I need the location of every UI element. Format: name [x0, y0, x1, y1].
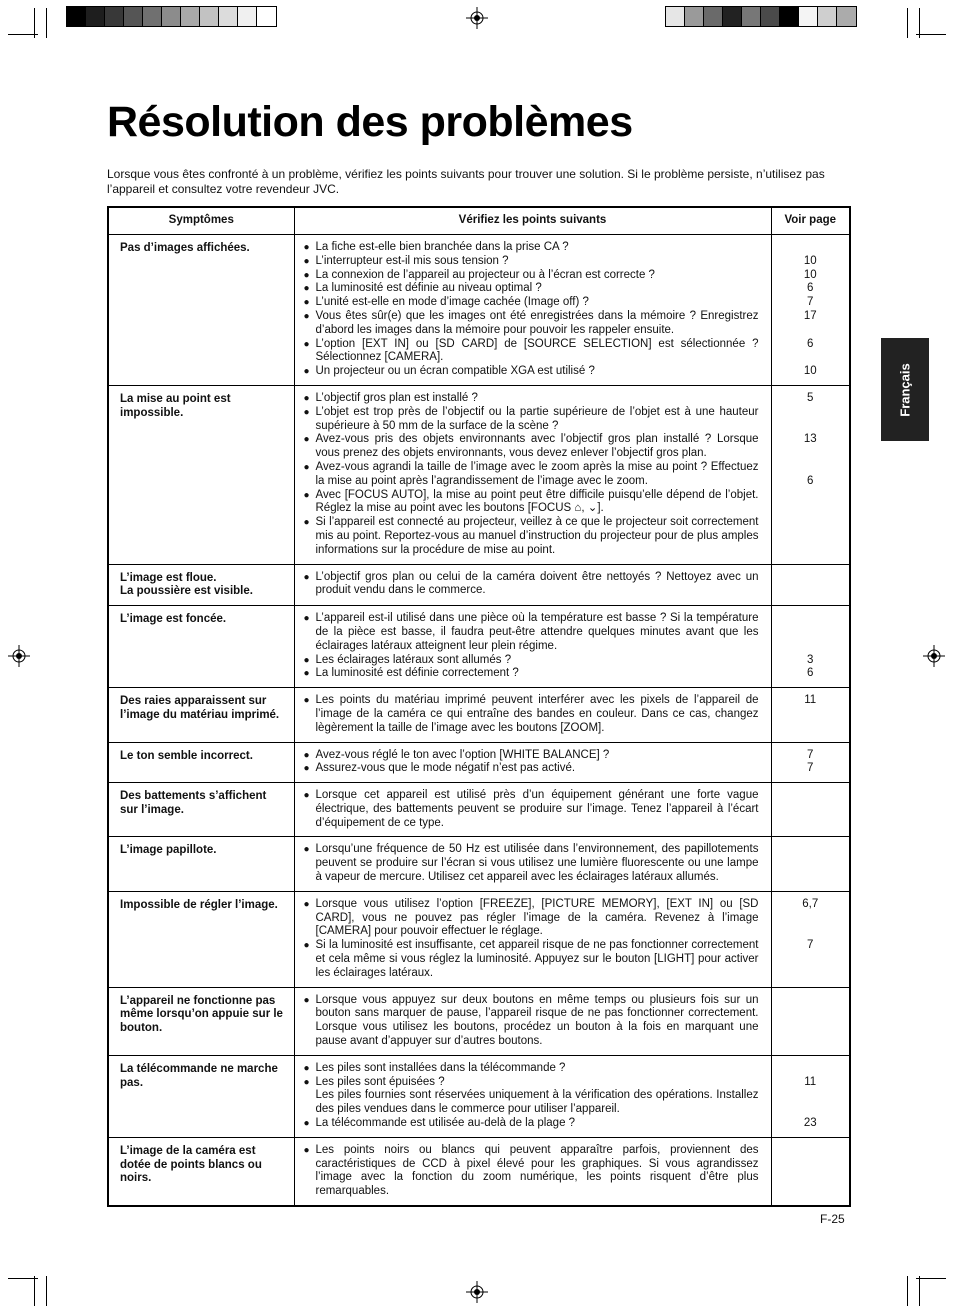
symptom-cell: La télécommande ne marche pas.	[108, 1055, 294, 1137]
language-tab	[881, 338, 929, 441]
symptom-cell: Des raies apparaissent sur l’image du matériau imprimé.	[108, 688, 294, 742]
check-item	[304, 654, 759, 668]
symptom-cell: La mise au point est impossible.	[108, 385, 294, 564]
bullet-icon: ●	[303, 406, 310, 418]
checks-cell	[294, 891, 771, 987]
bullet-icon: ●	[303, 790, 310, 802]
page-ref: 11	[804, 1075, 817, 1088]
page-ref: 6	[807, 337, 814, 350]
page-ref: 11	[804, 694, 817, 707]
bullet-icon: ●	[303, 269, 310, 281]
check-text: Vous êtes sûr(e) que les images ont été enregistrées dans la mémoire ? Enregistrez d’abord les images dans la mémoire pour pouvoir les rappeler ensuite.	[315, 309, 759, 336]
crop-mark	[919, 1276, 920, 1306]
page-cell	[771, 385, 850, 564]
check-item	[304, 1117, 759, 1131]
page-ref	[776, 447, 846, 461]
check-item	[304, 939, 759, 980]
bullet-icon: ●	[303, 461, 310, 473]
checks-cell	[294, 235, 771, 386]
symptom-cell: L’image de la caméra est dotée de points blancs ou noirs.	[108, 1137, 294, 1206]
crop-mark	[916, 34, 946, 35]
bullet-icon: ●	[303, 310, 310, 322]
page-ref: 10	[803, 254, 817, 267]
check-item	[304, 489, 759, 517]
registration-mark-icon	[8, 645, 30, 667]
page-ref: 7	[807, 748, 814, 761]
check-item	[304, 1144, 759, 1199]
check-text: La luminosité est définie correctement ?	[315, 667, 519, 680]
table-row	[108, 837, 850, 891]
page-number: F-25	[820, 1212, 845, 1226]
bullet-icon: ●	[303, 654, 310, 666]
check-item	[304, 667, 759, 681]
table-row	[108, 1137, 850, 1206]
check-text: Assurez-vous que le mode négatif n’est pas activé.	[315, 762, 576, 775]
bullet-icon: ●	[303, 844, 310, 856]
page-ref	[776, 1089, 846, 1103]
bullet-icon: ●	[303, 994, 310, 1006]
check-item	[304, 898, 759, 939]
page-cell	[771, 837, 850, 891]
check-item	[304, 1076, 759, 1117]
crop-mark	[8, 34, 38, 35]
calibration-bar-right	[665, 6, 857, 27]
check-text: Avez-vous agrandi la taille de l’image avec le zoom après la mise au point ? Effectuez la mise au point après l’agrandissement de l’image avec le zoom.	[315, 460, 759, 487]
check-item	[304, 296, 759, 310]
bullet-icon: ●	[303, 1062, 310, 1074]
check-text: Lorsqu’une fréquence de 50 Hz est utilisée dans l’environnement, des papillotements peuvent se produire sur l’écran si vous utilisez une lumière fluorescente ou une lampe à vapeur de mercure. Utilisez cet appareil avec les éclairages latéraux allumés.	[315, 843, 759, 884]
page-ref: 3	[807, 653, 814, 666]
page-ref: 7	[807, 939, 814, 952]
bullet-icon: ●	[303, 1076, 310, 1088]
page-ref: 7	[807, 762, 814, 775]
bullet-icon: ●	[303, 242, 310, 253]
page-ref: 6	[807, 282, 814, 295]
crop-mark	[46, 8, 47, 38]
table-row	[108, 783, 850, 837]
page-cell	[771, 1137, 850, 1206]
checks-cell	[294, 1137, 771, 1206]
page-ref: 6,7	[802, 897, 819, 910]
table-row	[108, 1055, 850, 1137]
check-item	[304, 461, 759, 489]
check-item	[304, 392, 759, 406]
page-ref	[776, 1103, 846, 1117]
bullet-icon: ●	[303, 749, 310, 761]
bullet-icon: ●	[303, 366, 310, 378]
page-ref	[776, 912, 846, 926]
table-row	[108, 606, 850, 688]
check-text: Si la luminosité est insuffisante, cet appareil risque de ne pas fonctionner correctement et cela même si vous réglez la luminosité. Appuyez sur le bouton [LIGHT] pour activer les éclairages latéraux.	[315, 939, 759, 979]
check-item	[304, 516, 759, 557]
table-row	[108, 235, 850, 386]
check-text: La luminosité est définie au niveau optimal ?	[315, 282, 542, 295]
page-ref: 10	[803, 268, 817, 281]
check-item	[304, 571, 759, 599]
check-text: Avez-vous pris des objets environnants avec l’objectif gros plan installé ? Lorsque vous prenez des objets environnants, vous devez enlever l’objectif gros plan.	[315, 433, 759, 460]
check-text: L’objectif gros plan ou celui de la caméra doivent être nettoyés ? Nettoyez avec un produit vendu dans le commerce.	[315, 570, 759, 597]
language-tab-label: Français	[897, 362, 913, 417]
page-cell	[771, 1055, 850, 1137]
header-symptoms: Symptômes	[108, 207, 294, 235]
checks-cell	[294, 742, 771, 783]
check-text: L’appareil est-il utilisé dans une pièce où la température est basse ? Si la température de la pièce est basse, il faudra peut-être attendre quelques minutes avant que les éclairages latéraux atteignent leur plein régime.	[315, 612, 759, 652]
check-item	[304, 994, 759, 1049]
table-header-row	[108, 207, 850, 235]
check-text: L’option [EXT IN] ou [SD CARD] de [SOURCE SELECTION] est sélectionnée ? Sélectionnez [CAMERA].	[315, 337, 759, 364]
table-row	[108, 385, 850, 564]
check-text: La connexion de l’appareil au projecteur ou à l’écran est correcte ?	[315, 268, 655, 281]
bullet-icon: ●	[303, 297, 310, 309]
check-item	[304, 338, 759, 366]
checks-cell	[294, 987, 771, 1055]
bullet-icon: ●	[303, 695, 310, 707]
page-ref: 13	[803, 433, 817, 446]
bullet-icon: ●	[303, 571, 310, 583]
check-text: Avec [FOCUS AUTO], la mise au point peut être difficile puisqu’elle dépend de l’objet. Réglez la mise au point avec les boutons [FOCUS ⌂, ⌄].	[315, 488, 759, 515]
page-ref: 6	[807, 667, 814, 680]
check-item	[304, 255, 759, 269]
page-cell	[771, 564, 850, 606]
page-ref: 10	[803, 365, 817, 378]
intro-paragraph: Lorsque vous êtes confronté à un problème, vérifiez les points suivants pour trouver une solution. Si le problème persiste, n’utilisez pas l’appareil et consultez votre revendeur JVC.	[107, 167, 825, 196]
page-cell	[771, 742, 850, 783]
check-text: Si l’appareil est connecté au projecteur, veillez à ce que le projecteur soit correctement mis au point. Reportez-vous au manuel d’instruction du projecteur pour de plus amples informations sur la procédure de mise au point.	[315, 516, 759, 556]
check-item	[304, 612, 759, 653]
checks-cell	[294, 837, 771, 891]
checks-cell	[294, 783, 771, 837]
page-ref	[776, 612, 846, 626]
bullet-icon: ●	[303, 489, 310, 501]
page-cell	[771, 688, 850, 742]
bullet-icon: ●	[303, 668, 310, 680]
crop-mark	[907, 1276, 908, 1306]
check-text: L’interrupteur est-il mis sous tension ?	[315, 254, 509, 267]
page-ref	[776, 241, 846, 255]
page-ref	[776, 640, 846, 654]
check-text: Les piles sont installées dans la télécommande ?	[315, 1061, 566, 1074]
page-ref: 23	[803, 1117, 817, 1130]
page-ref: 5	[807, 391, 814, 404]
symptom-cell: Impossible de régler l’image.	[108, 891, 294, 987]
calibration-bar-left	[66, 6, 277, 27]
check-text: L’objectif gros plan est installé ?	[315, 391, 478, 404]
check-item	[304, 433, 759, 461]
check-item	[304, 762, 759, 776]
page-ref: 7	[807, 296, 814, 309]
page-ref	[776, 626, 846, 640]
crop-mark	[916, 1278, 946, 1279]
page-ref	[776, 925, 846, 939]
symptom-cell: L’image est foncée.	[108, 606, 294, 688]
check-item	[304, 406, 759, 434]
page-ref: 17	[803, 309, 817, 322]
registration-mark-icon	[466, 7, 488, 29]
check-item	[304, 365, 759, 379]
symptom-cell: L’image papillote.	[108, 837, 294, 891]
bullet-icon: ●	[303, 434, 310, 446]
header-checks: Vérifiez les points suivants	[294, 207, 771, 235]
check-text: Un projecteur ou un écran compatible XGA est utilisé ?	[315, 365, 595, 378]
symptom-cell: L’image est floue. La poussière est visible.	[108, 564, 294, 606]
page-ref	[776, 420, 846, 434]
registration-mark-icon	[466, 1281, 488, 1303]
check-item	[304, 843, 759, 884]
bullet-icon: ●	[303, 613, 310, 625]
symptom-cell: Pas d’images affichées.	[108, 235, 294, 386]
bullet-icon: ●	[303, 1118, 310, 1130]
check-text: La fiche est-elle bien branchée dans la prise CA ?	[315, 241, 569, 253]
table-row	[108, 742, 850, 783]
page-cell	[771, 987, 850, 1055]
check-item	[304, 269, 759, 283]
check-item	[304, 310, 759, 338]
table-row	[108, 564, 850, 606]
checks-cell	[294, 606, 771, 688]
check-text: Lorsque vous utilisez l’option [FREEZE], [PICTURE MEMORY], [EXT IN] ou [SD CARD], vous ne pouvez pas régler l’image de la caméra. Revenez à l’image [CAMERA] pour pouvoir effectuer le réglage.	[315, 897, 759, 938]
check-text: Lorsque cet appareil est utilisé près d’un équipement générant une forte vague électrique, des battements peuvent se produire sur l’image. Tenez l’appareil à l’écart d’équipement de ce type.	[315, 789, 759, 829]
check-text: Les points du matériau imprimé peuvent interférer avec les pixels de l’appareil de l’image de la caméra ce qui entraîne des bandes en couleur. Dans ce cas, changez lègèrement la taille de l’image avec les boutons [ZOOM].	[315, 694, 759, 734]
checks-cell	[294, 688, 771, 742]
check-item	[304, 241, 759, 255]
bullet-icon: ●	[303, 898, 310, 910]
check-text: L’objet est trop près de l’objectif ou la partie supérieure de l’objet est à une hauteur supérieure à 50 mm de la surface de la scène ?	[315, 405, 759, 432]
checks-cell	[294, 1055, 771, 1137]
page-ref	[776, 324, 846, 338]
bullet-icon: ●	[303, 940, 310, 952]
page-cell	[771, 891, 850, 987]
crop-mark	[907, 8, 908, 38]
crop-mark	[34, 1276, 35, 1306]
bullet-icon: ●	[303, 338, 310, 350]
registration-mark-icon	[923, 645, 945, 667]
header-page: Voir page	[771, 207, 850, 235]
check-item	[304, 282, 759, 296]
check-item	[304, 789, 759, 830]
check-text: L’unité est-elle en mode d’image cachée (Image off) ?	[315, 296, 589, 309]
page-title: Résolution des problèmes	[107, 98, 633, 146]
symptom-cell: L’appareil ne fonctionne pas même lorsqu’on appuie sur le bouton.	[108, 987, 294, 1055]
page-cell	[771, 235, 850, 386]
bullet-icon: ●	[303, 1144, 310, 1156]
check-item	[304, 694, 759, 735]
bullet-icon: ●	[303, 392, 310, 404]
page-cell	[771, 783, 850, 837]
checks-cell	[294, 564, 771, 606]
check-item	[304, 1062, 759, 1076]
page-ref	[776, 406, 846, 420]
table-row	[108, 891, 850, 987]
troubleshooting-table	[107, 206, 851, 1207]
check-text: Lorsque vous appuyez sur deux boutons en même temps ou plusieurs fois sur un bouton sans marquer de pause, l’appareil risque de ne pas fonctionner correctement. Lorsque vous utilisez les boutons, procédez un bouton à la fois en marquant une pause avant d’appuyer sur d’autres boutons.	[315, 993, 759, 1048]
table-body	[108, 235, 850, 1207]
crop-mark	[46, 1276, 47, 1306]
symptom-cell: Le ton semble incorrect.	[108, 742, 294, 783]
check-text: Les points noirs ou blancs qui peuvent apparaître parfois, proviennent des caractéristiques de CCD à pixel élevé pour les graphiques. Si vous agrandissez l’image avec la fonction du zoom numérique, les points risquent d’être plus remarquables.	[315, 1143, 759, 1198]
bullet-icon: ●	[303, 255, 310, 267]
table-row	[108, 987, 850, 1055]
page-ref: 6	[807, 474, 814, 487]
check-text: Les éclairages latéraux sont allumés ?	[315, 653, 512, 666]
page-cell	[771, 606, 850, 688]
check-text: Avez-vous réglé le ton avec l’option [WHITE BALANCE] ?	[315, 748, 610, 761]
crop-mark	[8, 1278, 38, 1279]
check-text: Les piles sont épuisées ? Les piles fournies sont réservées uniquement à la vérification des opérations. Installez des piles vendues dans le commerce pour utiliser l’appareil.	[315, 1075, 759, 1116]
table-row	[108, 688, 850, 742]
bullet-icon: ●	[303, 283, 310, 295]
check-item	[304, 749, 759, 763]
symptom-cell: Des battements s’affichent sur l’image.	[108, 783, 294, 837]
bullet-icon: ●	[303, 763, 310, 775]
page-ref	[776, 461, 846, 475]
checks-cell	[294, 385, 771, 564]
bullet-icon: ●	[303, 517, 310, 529]
check-text: La télécommande est utilisée au-delà de la plage ?	[315, 1117, 576, 1130]
page-ref	[776, 1062, 846, 1076]
page-ref	[776, 351, 846, 365]
